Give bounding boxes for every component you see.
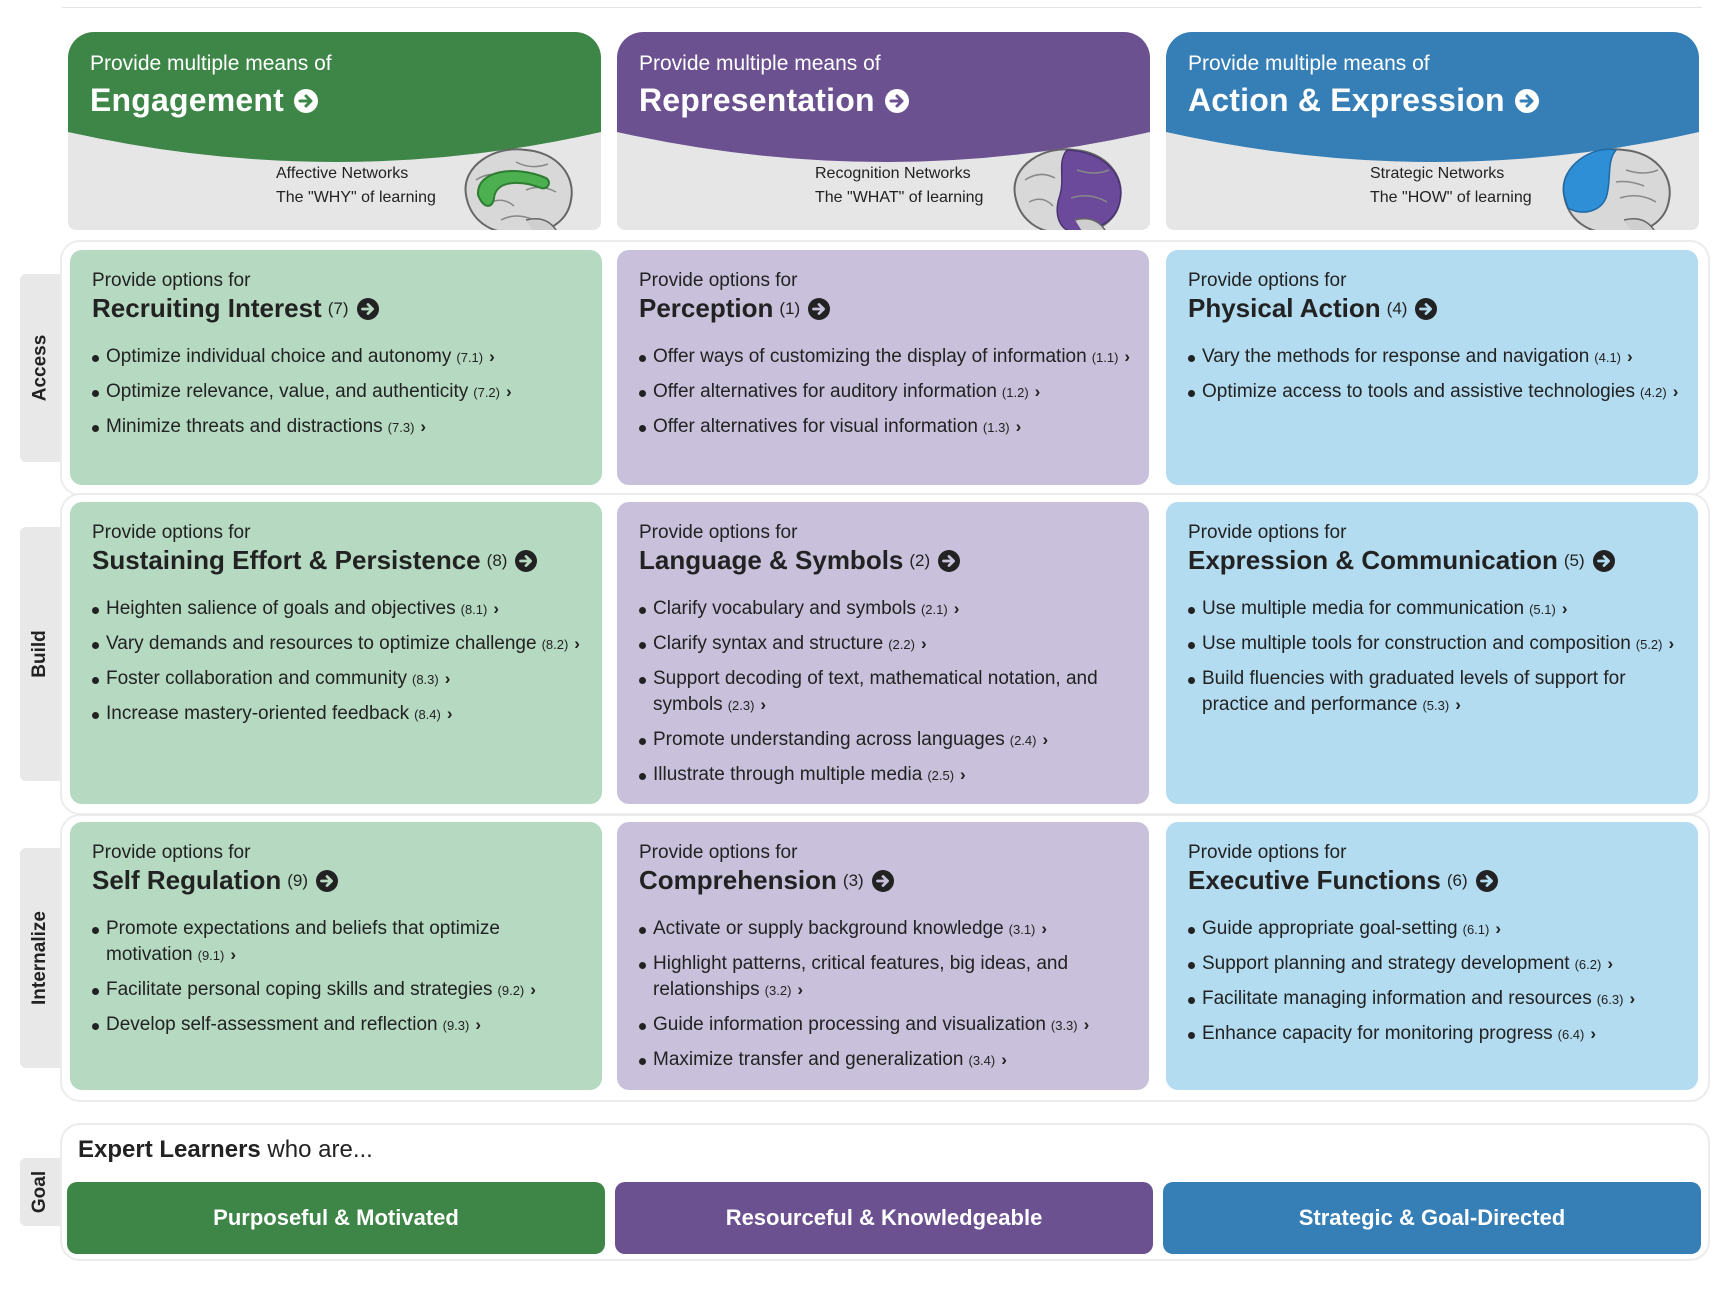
chevron-right-icon[interactable]: › [230,945,237,964]
checkpoint-text: Support planning and strategy development [1202,953,1570,974]
checkpoint-code: (2.5) [927,768,955,783]
checkpoint-item[interactable] [92,344,588,371]
chevron-right-icon[interactable]: › [1455,695,1461,714]
card-prefix: Provide options for [639,842,798,863]
checkpoint-item[interactable] [639,596,1135,623]
card-prefix: Provide options for [1188,270,1347,291]
checkpoint-code: (5.2) [1635,637,1663,652]
checkpoint-text: Activate or supply background knowledge [653,918,1004,939]
checkpoint-item[interactable] [92,977,588,1004]
checkpoint-list [92,344,588,449]
card-title-link[interactable]: Expression & Communication (5) [1188,545,1615,576]
header-representation[interactable] [617,32,1150,230]
checkpoint-code: (2.3) [727,698,755,713]
checkpoint-item[interactable] [639,666,1135,719]
row-label-internalize: Internalize [20,848,60,1068]
checkpoint-code: (1.2) [1001,385,1029,400]
checkpoint-text: Use multiple media for communication [1202,598,1525,619]
checkpoint-item[interactable] [639,762,1135,789]
checkpoint-list [1188,596,1684,727]
checkpoint-code: (1.3) [982,420,1010,435]
checkpoint-item[interactable] [92,701,588,728]
card-prefix: Provide options for [92,522,251,543]
checkpoint-item[interactable] [639,414,1135,441]
checkpoint-code: (3.3) [1050,1018,1078,1033]
checkpoint-code: (4.2) [1640,385,1667,400]
checkpoint-list [639,916,1135,1082]
checkpoint-item[interactable] [92,631,588,658]
checkpoint-item[interactable] [1188,951,1684,978]
header-title-link[interactable] [1188,82,1539,119]
checkpoint-code: (5.1) [1529,602,1556,617]
network-name: Strategic Networks [1370,165,1505,182]
checkpoint-code: (6.1) [1462,922,1490,937]
chevron-right-icon[interactable]: › [1629,989,1636,1008]
checkpoint-item[interactable] [1188,1021,1684,1048]
card-comprehension[interactable] [617,822,1149,1090]
checkpoint-text: Support decoding of text, mathematical notation, and symbols [653,668,1098,715]
network-why: The "WHY" of learning [276,189,436,206]
checkpoint-text: Guide information processing and visualization [653,1014,1046,1035]
checkpoint-list [92,596,588,736]
card-title-link[interactable]: Executive Functions (6) [1188,865,1498,896]
chevron-right-icon[interactable]: › [1015,417,1022,436]
checkpoint-item[interactable] [92,916,588,969]
checkpoint-text: Highlight patterns, critical features, big ideas, and relationships [653,953,1069,1000]
chevron-right-icon[interactable]: › [1495,919,1502,938]
checkpoint-code: (4.1) [1594,350,1622,365]
card-title-link[interactable]: Sustaining Effort & Persistence (8) [92,545,537,576]
checkpoint-item[interactable] [92,666,588,693]
chevron-right-icon[interactable]: › [920,634,927,653]
goal-purposeful-motivated[interactable]: Purposeful & Motivated [67,1182,605,1254]
checkpoint-code: (2.1) [920,602,948,617]
card-perception[interactable] [617,250,1149,485]
checkpoint-text: Maximize transfer and generalization [653,1049,964,1070]
checkpoint-text: Vary the methods for response and navigation [1202,346,1590,367]
header-title-link[interactable] [639,82,909,119]
card-title-link[interactable]: Physical Action (4) [1188,293,1437,324]
checkpoint-code: (9.3) [442,1018,470,1033]
checkpoint-item[interactable] [92,379,588,406]
chevron-right-icon[interactable]: › [1001,1050,1007,1069]
checkpoint-item[interactable] [639,631,1135,658]
arrow-right-circle-icon[interactable] [1515,89,1539,113]
chevron-right-icon[interactable]: › [1083,1015,1090,1034]
chevron-right-icon[interactable]: › [1590,1024,1597,1043]
checkpoint-text: Heighten salience of goals and objectives [106,598,456,619]
checkpoint-code: (3.1) [1008,922,1036,937]
checkpoint-item[interactable] [639,727,1135,754]
card-prefix: Provide options for [1188,842,1347,863]
card-recruiting-interest[interactable] [70,250,602,485]
checkpoint-code: (7.1) [456,350,484,365]
header-action-expression[interactable] [1166,32,1699,230]
header-title: Representation [639,82,875,118]
brain-frontal-icon [1554,140,1676,230]
header-subtitle: Provide multiple means of [90,52,332,75]
chevron-right-icon[interactable]: › [1607,954,1613,973]
checkpoint-list [92,916,588,1047]
chevron-right-icon[interactable]: › [1561,599,1568,618]
card-prefix: Provide options for [639,522,798,543]
arrow-right-circle-icon[interactable] [316,870,338,892]
chevron-right-icon[interactable]: › [1034,382,1041,401]
checkpoint-item[interactable] [92,414,588,441]
top-divider [62,7,1702,8]
card-prefix: Provide options for [639,270,798,291]
checkpoint-item[interactable] [639,379,1135,406]
chevron-right-icon[interactable]: › [960,765,966,784]
chevron-right-icon[interactable]: › [1672,382,1679,401]
arrow-right-circle-icon[interactable] [357,298,379,320]
checkpoint-text: Build fluencies with graduated levels of support for practice and performance [1202,668,1626,715]
card-expression-communication[interactable] [1166,502,1698,804]
brain-limbic-icon [456,140,578,230]
checkpoint-text: Optimize relevance, value, and authenticity [106,381,469,402]
checkpoint-code: (7.3) [387,420,415,435]
checkpoint-code: (9.2) [497,983,525,998]
network-how: The "HOW" of learning [1370,189,1532,206]
chevron-right-icon[interactable]: › [444,669,451,688]
checkpoint-text: Promote expectations and beliefs that optimize motivation [106,918,500,965]
arrow-right-circle-icon[interactable] [1593,550,1615,572]
goal-title: Expert Learners who are... [78,1136,373,1163]
card-title-link[interactable]: Self Regulation (9) [92,865,338,896]
checkpoint-item[interactable] [1188,986,1684,1013]
card-title-link[interactable]: Perception (1) [639,293,830,324]
checkpoint-item[interactable] [1188,344,1684,371]
chevron-right-icon[interactable]: › [1668,634,1675,653]
checkpoint-text: Optimize individual choice and autonomy [106,346,452,367]
chevron-right-icon[interactable]: › [493,599,500,618]
checkpoint-code: (9.1) [197,948,225,963]
row-label-build: Build [20,527,60,781]
checkpoint-text: Foster collaboration and community [106,668,407,689]
checkpoint-text: Use multiple tools for construction and composition [1202,633,1631,654]
card-title-link[interactable]: Recruiting Interest (7) [92,293,379,324]
checkpoint-list [639,596,1135,797]
checkpoint-text: Clarify vocabulary and symbols [653,598,916,619]
checkpoint-code: (2.2) [888,637,915,652]
checkpoint-list [1188,916,1684,1056]
header-subtitle: Provide multiple means of [639,52,881,75]
arrow-right-circle-icon[interactable] [515,550,537,572]
chevron-right-icon[interactable]: › [530,980,536,999]
row-label-goal: Goal [20,1158,60,1226]
chevron-right-icon[interactable]: › [446,704,453,723]
card-prefix: Provide options for [1188,522,1347,543]
checkpoint-item[interactable] [1188,666,1684,719]
checkpoint-item[interactable] [639,1012,1135,1039]
checkpoint-code: (6.4) [1557,1027,1585,1042]
network-what: The "WHAT" of learning [815,189,984,206]
card-executive-functions[interactable] [1166,822,1698,1090]
checkpoint-code: (8.2) [541,637,569,652]
checkpoint-code: (6.2) [1574,957,1602,972]
checkpoint-text: Optimize access to tools and assistive technologies [1202,381,1635,402]
checkpoint-text: Offer alternatives for auditory information [653,381,997,402]
arrow-right-circle-icon[interactable] [1476,870,1498,892]
checkpoint-code: (6.3) [1596,992,1624,1007]
chevron-right-icon[interactable]: › [475,1015,482,1034]
checkpoint-code: (5.3) [1422,698,1450,713]
checkpoint-item[interactable] [639,916,1135,943]
goal-strategic-goal-directed[interactable]: Strategic & Goal-Directed [1163,1182,1701,1254]
arrow-right-circle-icon[interactable] [885,89,909,113]
header-title-link[interactable] [90,82,318,119]
chevron-right-icon[interactable]: › [953,599,960,618]
checkpoint-text: Vary demands and resources to optimize challenge [106,633,537,654]
chevron-right-icon[interactable]: › [1124,347,1131,366]
checkpoint-item[interactable] [92,1012,588,1039]
brain-posterior-icon [1005,140,1127,230]
card-prefix: Provide options for [92,842,251,863]
card-title-link[interactable]: Language & Symbols (2) [639,545,960,576]
checkpoint-item[interactable] [1188,596,1684,623]
checkpoint-item[interactable] [1188,379,1684,406]
network-name: Affective Networks [276,165,409,182]
checkpoint-text: Enhance capacity for monitoring progress [1202,1023,1553,1044]
chevron-right-icon[interactable]: › [574,634,580,653]
checkpoint-item[interactable] [92,596,588,623]
card-prefix: Provide options for [92,270,251,291]
checkpoint-text: Facilitate personal coping skills and strategies [106,979,493,1000]
checkpoint-code: (8.3) [411,672,439,687]
checkpoint-code: (3.2) [764,983,792,998]
card-self-regulation[interactable] [70,822,602,1090]
checkpoint-code: (8.1) [460,602,488,617]
checkpoint-code: (1.1) [1091,350,1119,365]
checkpoint-list [1188,344,1684,414]
chevron-right-icon[interactable]: › [797,980,804,999]
card-language-symbols[interactable] [617,502,1149,804]
checkpoint-text: Develop self-assessment and reflection [106,1014,438,1035]
checkpoint-item[interactable] [1188,916,1684,943]
checkpoint-item[interactable] [639,951,1135,1004]
row-label-access: Access [20,274,60,462]
chevron-right-icon[interactable]: › [1041,919,1048,938]
arrow-right-circle-icon[interactable] [294,89,318,113]
chevron-right-icon[interactable]: › [1042,730,1049,749]
checkpoint-text: Promote understanding across languages [653,729,1005,750]
checkpoint-text: Offer ways of customizing the display of information [653,346,1087,367]
arrow-right-circle-icon[interactable] [1415,298,1437,320]
checkpoint-item[interactable] [1188,631,1684,658]
checkpoint-text: Minimize threats and distractions [106,416,383,437]
header-title: Action & Expression [1188,82,1505,118]
chevron-right-icon[interactable]: › [420,417,427,436]
checkpoint-text: Illustrate through multiple media [653,764,923,785]
header-subtitle: Provide multiple means of [1188,52,1430,75]
header-title: Engagement [90,82,285,118]
checkpoint-code: (7.2) [473,385,500,400]
goal-resourceful-knowledgeable[interactable]: Resourceful & Knowledgeable [615,1182,1153,1254]
checkpoint-code: (2.4) [1009,733,1037,748]
chevron-right-icon[interactable]: › [489,347,495,366]
checkpoint-text: Clarify syntax and structure [653,633,884,654]
chevron-right-icon[interactable]: › [760,695,767,714]
checkpoint-text: Increase mastery-oriented feedback [106,703,410,724]
arrow-right-circle-icon[interactable] [872,870,894,892]
checkpoint-text: Offer alternatives for visual information [653,416,978,437]
arrow-right-circle-icon[interactable] [938,550,960,572]
checkpoint-text: Guide appropriate goal-setting [1202,918,1458,939]
arrow-right-circle-icon[interactable] [808,298,830,320]
card-physical-action[interactable] [1166,250,1698,485]
checkpoint-list [639,344,1135,449]
card-title-link[interactable]: Comprehension (3) [639,865,894,896]
chevron-right-icon[interactable]: › [1627,347,1633,366]
checkpoint-item[interactable] [639,1047,1135,1074]
network-name: Recognition Networks [815,165,971,182]
checkpoint-code: (8.4) [414,707,441,722]
header-engagement[interactable] [68,32,601,230]
checkpoint-item[interactable] [639,344,1135,371]
chevron-right-icon[interactable]: › [506,382,512,401]
checkpoint-text: Facilitate managing information and resources [1202,988,1592,1009]
checkpoint-code: (3.4) [968,1053,996,1068]
card-sustaining-effort[interactable] [70,502,602,804]
